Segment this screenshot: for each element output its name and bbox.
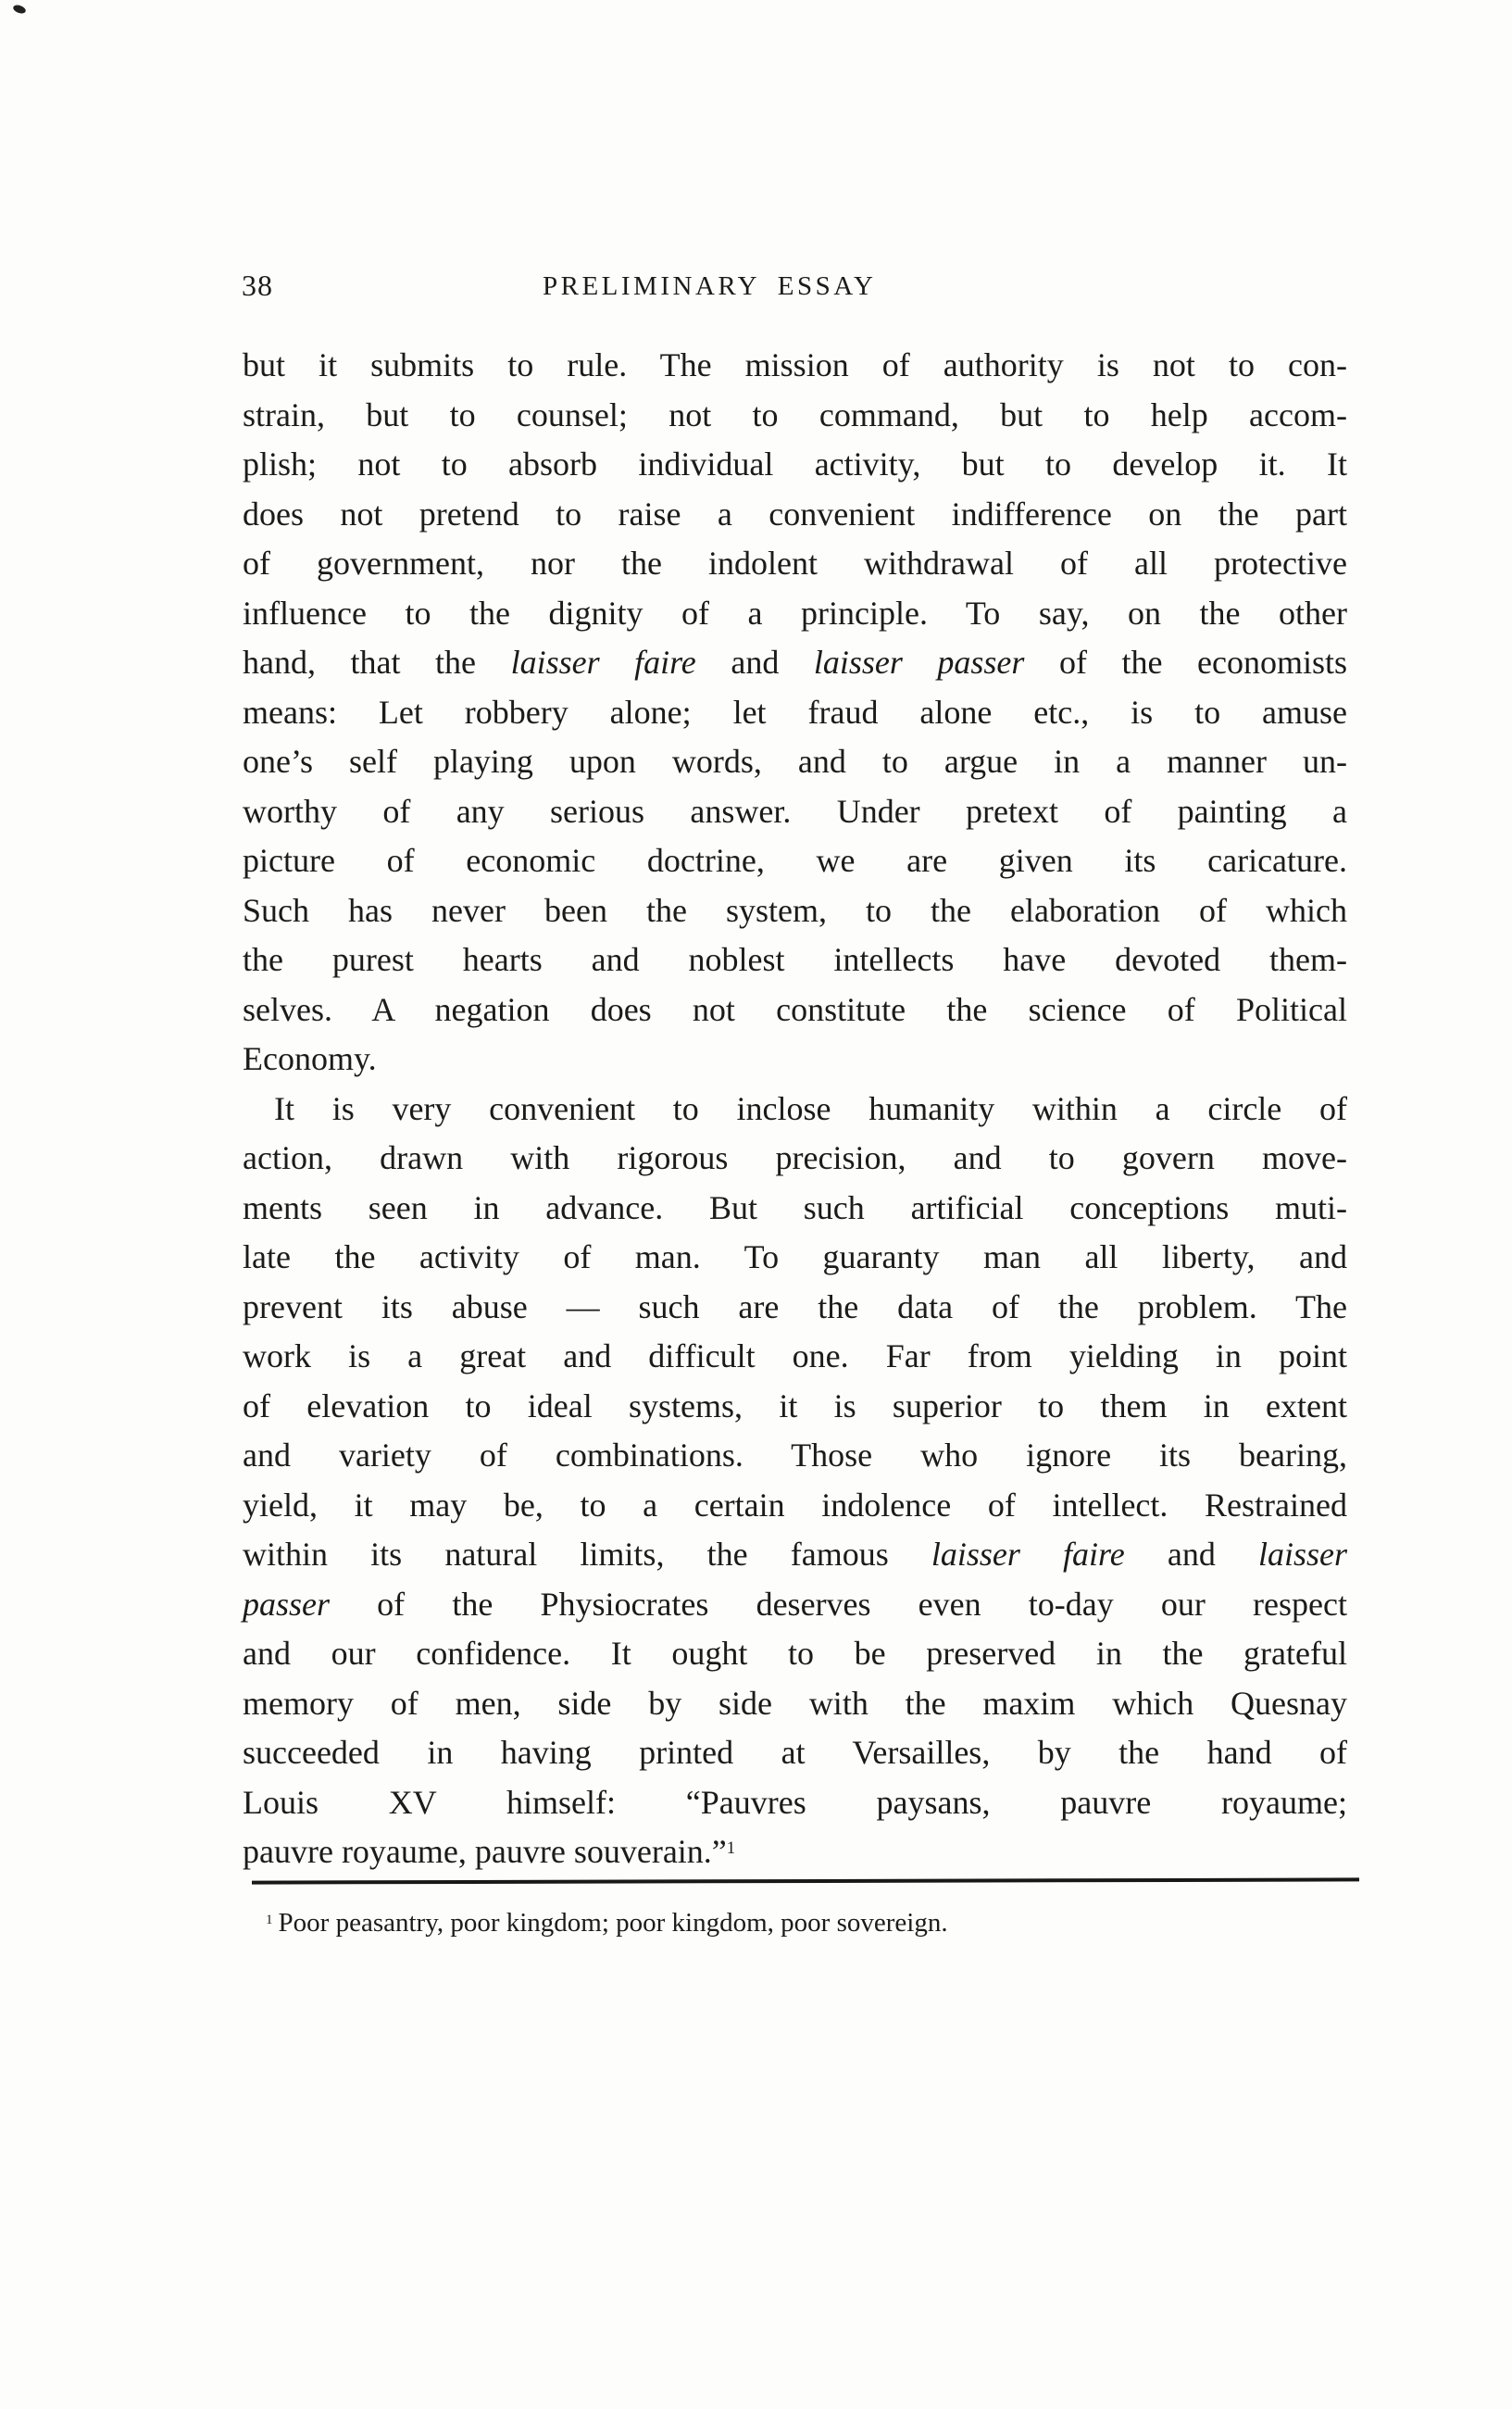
text-line: picture of economic doctrine, we are given its caricature.: [243, 842, 1347, 879]
footnote-text: Poor peasantry, poor kingdom; poor kingdom, poor sovereign.: [278, 1908, 948, 1938]
page-number: 38: [242, 269, 273, 302]
text-line: passer of the Physiocrates deserves even to-day our respect: [243, 1585, 1347, 1623]
text-line: action, drawn with rigorous precision, and to govern move-: [243, 1139, 1347, 1176]
text-line: Economy.: [243, 1040, 377, 1077]
text-line: of government, nor the indolent withdrawal of all protective: [243, 545, 1347, 582]
footnote-rule: [252, 1877, 1359, 1884]
text-line: means: Let robbery alone; let fraud alone etc., is to amuse: [243, 693, 1347, 731]
paragraph: [243, 341, 1347, 1085]
text-line: plish; not to absorb individual activity, but to develop it. It: [243, 445, 1347, 483]
text-line: prevent its abuse — such are the data of the problem. The: [243, 1287, 1347, 1325]
paragraph: [243, 1085, 1347, 1877]
text-line: work is a great and difficult one. Far from yielding in point: [243, 1337, 1347, 1374]
text-line: one’s self playing upon words, and to argue in a manner un-: [243, 743, 1347, 780]
text-line: Louis XV himself: “Pauvres paysans, pauvre royaume;: [243, 1783, 1347, 1821]
text-line: pauvre royaume, pauvre souverain.”$^1$: [243, 1833, 736, 1870]
text-line: and our confidence. It ought to be preserved in the grateful: [243, 1635, 1347, 1672]
text-line: of elevation to ideal systems, it is superior to them in extent: [243, 1386, 1347, 1424]
text-line: hand, that the laisser faire and laisser passer of the economists: [243, 644, 1347, 681]
text-line: but it submits to rule. The mission of authority is not to con-: [243, 346, 1347, 383]
text-line: memory of men, side by side with the maxim which Quesnay: [243, 1684, 1347, 1722]
footnote-ref: 1: [726, 1838, 736, 1858]
running-header-title: PRELIMINARY ESSAY: [543, 271, 877, 301]
text-line: and variety of combinations. Those who ignore its bearing,: [243, 1437, 1347, 1474]
text-line: strain, but to counsel; not to command, but to help accom-: [243, 395, 1347, 433]
text-line: ments seen in advance. But such artificial conceptions muti-: [243, 1188, 1347, 1226]
text-line: Such has never been the system, to the elaboration of which: [243, 891, 1347, 929]
text-line: influence to the dignity of a principle. To say, on the other: [243, 594, 1347, 632]
text-line: succeeded in having printed at Versailles, by the hand of: [243, 1734, 1347, 1771]
text-line: does not pretend to raise a convenient indifference on the part: [243, 495, 1347, 533]
footnote: [266, 1904, 1356, 1941]
text-line: worthy of any serious answer. Under pretext of painting a: [243, 792, 1347, 830]
scan-speck: [12, 4, 27, 15]
text-line: the purest hearts and noblest intellects have devoted them-: [243, 941, 1347, 978]
text-line: It is very convenient to inclose humanity within a circle of: [274, 1089, 1347, 1127]
page-body: [243, 341, 1347, 1877]
text-line: late the activity of man. To guaranty man all liberty, and: [243, 1238, 1347, 1275]
text-line: yield, it may be, to a certain indolence of intellect. Restrained: [243, 1486, 1347, 1524]
text-line: selves. A negation does not constitute the science of Political: [243, 990, 1347, 1028]
text-line: within its natural limits, the famous laisser faire and laisser: [243, 1536, 1348, 1573]
footnote-marker: 1: [266, 1912, 273, 1927]
